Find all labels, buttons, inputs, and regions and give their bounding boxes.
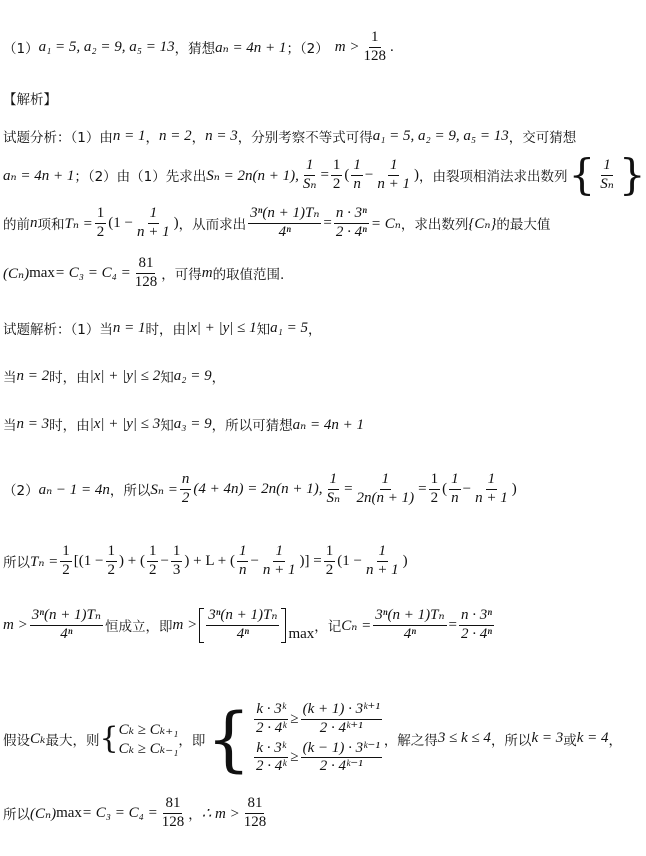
solution-line-4: （2） aₙ − 1 = 4n ，所以 Sₙ = $\frac{n}{2}$ (4 + 4n) = 2n(n + 1), $\frac{1}{\text{Sₙ}}$ = $\frac{1}{2n(n + 1)}$ = $\frac{1}{2}$ ( $\frac{1}{n}$ − $\frac{1}{n + 1}$ ) bbox=[3, 471, 517, 506]
answer-line bbox=[3, 30, 624, 65]
solution-line-1: 试题解析：（1）当 n = 1 时，由 |x| + |y| ≤ 1 知 a₁ = 5 ， bbox=[3, 319, 322, 338]
system-1: Cₖ ≥ Cₖ₊₁ Cₖ ≥ Cₖ₋₁ bbox=[118, 721, 179, 757]
analysis-line-1: 试题分析：（1）由 n = 1 ， n = 2 ， n = 3 ，分别考察不等式可得 a₁ = 5, a₂ = 9, a₅ = 13 ，交可猜想 bbox=[3, 127, 577, 146]
answer-semi: ；（2） bbox=[286, 41, 329, 58]
solution-line-7: 假设 Cₖ 最大，则 { Cₖ ≥ Cₖ₊₁ Cₖ ≥ Cₖ₋₁ ，即 { $\frac{\text{k · 3ᵏ}}{\text{2 · 4ᵏ}}$ ≥ $\frac{\text{(k + 1) · 3ᵏ⁺¹}}{\text{2 · 4ᵏ⁺¹}}$ $\frac{\text{k · 3ᵏ}}{\text{2 · 4ᵏ}}$ ≥ $\frac{\text{(k − 1) · 3ᵏ⁻¹}}{\text{2 · 4ᵏ⁻¹}}$ ，解之得 3 ≤ k ≤ 4 ，所以 k = 3 或 k = 4 ， bbox=[3, 697, 622, 780]
solution-line-2: 当 n = 2 时，由 |x| + |y| ≤ 2 知 a₂ = 9 ， bbox=[3, 367, 226, 386]
left-brace: { bbox=[568, 150, 596, 199]
max-bracket: $\frac{\text{3ⁿ(n + 1)Tₙ}}{\text{4ⁿ}}$ bbox=[199, 608, 286, 643]
answer-fraction: $\frac{1}{128}$ bbox=[363, 29, 386, 64]
system-brace-1: { bbox=[99, 720, 119, 756]
solution-line-6: m > $\frac{\text{3ⁿ(n + 1)Tₙ}}{\text{4ⁿ}}$ 恒成立，即 m > $\frac{\text{3ⁿ(n + 1)Tₙ}}{\text{4ⁿ}}$ max ，记 Cₙ = $\frac{\text{3ⁿ(n + 1)Tₙ}}{\text{4ⁿ}}$ = $\frac{\text{n · 3ⁿ}}{\text{2 · 4ⁿ}}$ bbox=[3, 607, 492, 642]
answer-given: a₁ = 5, a₂ = 9, a₅ = 13 bbox=[38, 38, 175, 55]
right-brace: } bbox=[618, 150, 646, 199]
analysis-line-2: aₙ = 4n + 1 ；（2）由（1）先求出 Sₙ = 2n(n + 1), $\frac{1}{\text{Sₙ}}$ = $\frac{1}{2}$ ( $\frac{1}{n}$ − $\frac{1}{n + 1}$ ) ，由裂项相消法求出数列 { $\frac{1}{\text{Sₙ}}$ } bbox=[3, 150, 646, 199]
answer-guess-text: ，猜想 bbox=[174, 41, 216, 58]
solution-line-8: 所以 (Cₙ) max = C₃ = C₄ = $\frac{81}{128}$ ， ∴ m > $\frac{81}{128}$ bbox=[3, 795, 267, 830]
solution-line-3: 当 n = 3 时，由 |x| + |y| ≤ 3 知 a₃ = 9 ，所以可猜想 aₙ = 4n + 1 bbox=[3, 415, 364, 434]
analysis-line-4: (Cₙ) max = C₃ = C₄ = $\frac{81}{128}$ ，可得 m 的取值范围. bbox=[3, 255, 285, 290]
analysis-header: 【解析】 bbox=[3, 92, 57, 108]
answer-m-gt: m > bbox=[334, 38, 360, 55]
system-brace-2: { bbox=[206, 697, 251, 780]
answer-part1: （1） bbox=[3, 41, 39, 58]
answer-end: . bbox=[390, 38, 394, 55]
system-2: $\frac{\text{k · 3ᵏ}}{\text{2 · 4ᵏ}}$ ≥ $\frac{\text{(k + 1) · 3ᵏ⁺¹}}{\text{2 · 4ᵏ⁺¹}}$ $\frac{\text{k · 3ᵏ}}{\text{2 · 4ᵏ}}$ ≥ $\frac{\text{(k − 1) · 3ᵏ⁻¹}}{\text{2 · 4ᵏ⁻¹}}$ bbox=[255, 701, 380, 775]
answer-guess: aₙ = 4n + 1 bbox=[215, 39, 287, 56]
solution-line-5: 所以 Tₙ = $\frac{1}{2}$ [(1 − $\frac{1}{2}$ ) + ( $\frac{1}{2}$ − $\frac{1}{3}$ ) + L + ( $\frac{1}{n}$ − $\frac{1}{n + 1}$ )] = $\frac{1}{2}$ (1 − $\frac{1}{n + 1}$ ) bbox=[3, 543, 408, 578]
analysis-line-3: 的前 n 项和 Tₙ = $\frac{1}{2}$ (1 − $\frac{1}{n + 1}$ ) ，从而求出 $\frac{\text{3ⁿ(n + 1)Tₙ}}{\text{4ⁿ}}$ = $\frac{\text{n · 3ⁿ}}{\text{2 · 4ⁿ}}$ = Cₙ ，求出数列 {Cₙ} 的最大值 bbox=[3, 205, 551, 240]
